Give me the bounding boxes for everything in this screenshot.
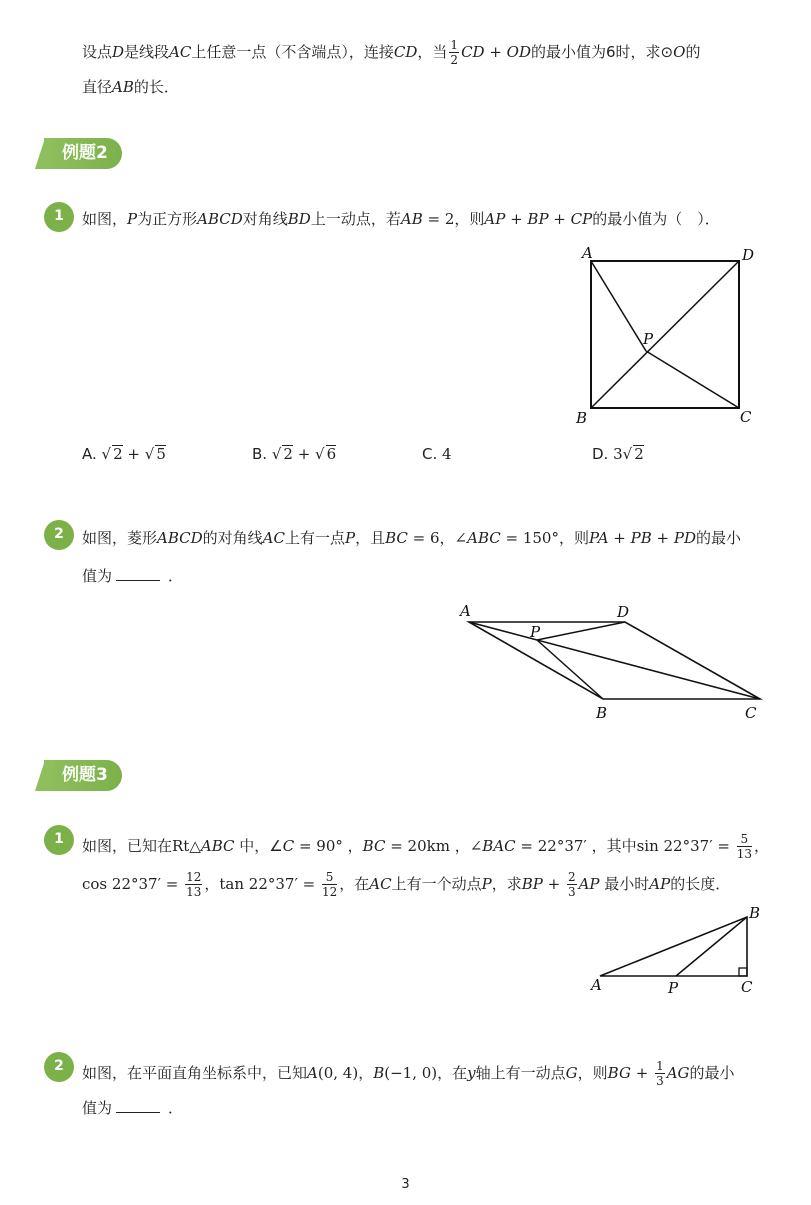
text: 设点: [82, 43, 113, 61]
label-b: B: [596, 704, 608, 722]
question-number-badge: 1: [44, 825, 74, 855]
ex2-q2-text: 如图，菱形ABCD的对角线AC上有一点P，且BC = 6，∠ABC = 150°，则PA + PB + PD的最小: [82, 529, 741, 547]
label-c: C: [740, 408, 752, 426]
triangle-figure: [585, 900, 770, 1000]
text: 的: [685, 43, 701, 61]
text: 上任意一点（不含端点），连接: [191, 43, 394, 61]
ex3-q1-line2: cos 22°37′ = $\frac{12}{13}$ ，tan 22°37′ = $\frac{5}{12}$ ，在AC上有一个动点P，求BP + $\frac{2}{3}$ AP 最小时AP的长度．: [82, 870, 731, 899]
label-p: P: [530, 623, 541, 641]
page-number: 3: [401, 1177, 410, 1192]
math-var: O: [673, 43, 686, 61]
question-number-badge: 2: [44, 520, 74, 550]
answer-blank[interactable]: [116, 566, 160, 581]
ex3-q1-text: 如图，已知在Rt△ABC 中，∠C = 90° ，BC = 20km ，∠BAC = 22°37′ ，其中sin 22°37′ = $\frac{5}{13}$ ，: [82, 832, 769, 861]
example-3-title: 例题3: [62, 765, 108, 785]
label-b: B: [576, 409, 588, 427]
math-expr: CD + OD: [461, 43, 531, 61]
math-var: AC: [169, 43, 192, 61]
option-a[interactable]: A. √ 2 + √ 5: [82, 445, 166, 463]
ex3-q2-text: 如图，在平面直角坐标系中，已知A(0, 4)，B(−1, 0)，在y轴上有一动点G，则BG + $\frac{1}{3}$ AG的最小: [82, 1059, 735, 1088]
label-b: B: [749, 904, 761, 922]
segment-ap: [591, 261, 646, 351]
intro-line-2: [82, 76, 179, 98]
fraction: $\frac{1}{2}$: [450, 38, 459, 67]
square-figure: [575, 240, 765, 430]
text: ，当: [417, 43, 448, 61]
question-number-badge: 1: [44, 202, 74, 232]
math-var: AB: [112, 78, 134, 96]
diagonal-ac: [469, 622, 760, 699]
ex3-q2-line2: 值为 ．: [82, 1099, 184, 1117]
label-p: P: [643, 330, 654, 348]
option-d[interactable]: D. 3√ 2: [592, 445, 644, 463]
text: 是线段: [124, 43, 170, 61]
ex2-q2-line2: 值为 ．: [82, 567, 184, 585]
label-a: A: [582, 244, 593, 262]
label-p: P: [668, 979, 679, 997]
segment-pc: [646, 351, 739, 408]
option-c[interactable]: C. 4: [422, 445, 452, 463]
option-b[interactable]: B. √ 2 + √ 6: [252, 445, 337, 463]
label-d: D: [617, 603, 630, 621]
ex2-q1-text: 如图，P为正方形ABCD对角线BD上一动点，若AB = 2，则AP + BP + CP的最小值为（ ）．: [82, 210, 720, 228]
text: 直径: [82, 78, 113, 96]
example-3-tag: [44, 760, 122, 791]
text: 的长．: [133, 78, 179, 96]
question-number-badge: 2: [44, 1052, 74, 1082]
math-var: D: [112, 43, 125, 61]
label-c: C: [745, 704, 757, 722]
example-2-title: 例题2: [62, 143, 108, 163]
segment-pd: [537, 622, 625, 640]
example-2-tag: [44, 138, 122, 169]
label-a: A: [460, 602, 471, 620]
label-c: C: [741, 978, 753, 996]
diagonal-bd: [591, 261, 739, 408]
text: 的最小值为6时，求⊙: [531, 43, 674, 61]
label-d: D: [742, 246, 755, 264]
answer-blank[interactable]: [116, 1098, 160, 1113]
math-var: CD: [393, 43, 418, 61]
rhombus-figure: [455, 600, 775, 725]
triangle-outline: [600, 917, 747, 976]
segment-bp: [676, 917, 747, 976]
label-a: A: [591, 976, 602, 994]
right-angle-mark: [739, 968, 747, 976]
intro-line-1: [82, 38, 700, 67]
